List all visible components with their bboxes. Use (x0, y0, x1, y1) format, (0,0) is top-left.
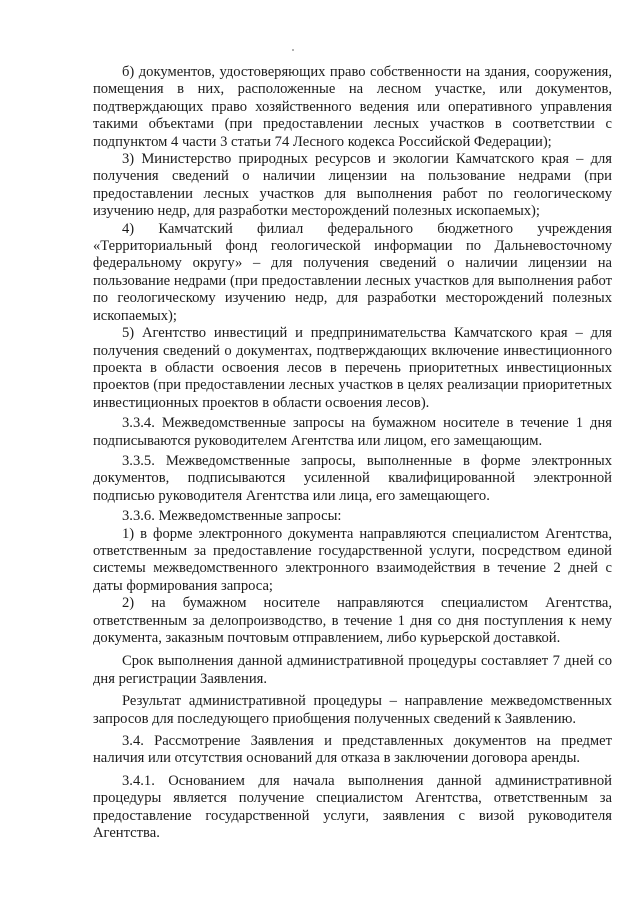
paragraph-3-3-5: 3.3.5. Межведомственные запросы, выполненные в форме электронных документов, подписываются усиленной квалифицированной электронной подписью руководителя Агентства или лица, его замещающего. (93, 452, 612, 504)
paragraph-deadline: Срок выполнения данной административной процедуры составляет 7 дней со дня регистрации Заявления. (93, 653, 612, 687)
paragraph-3-3-4: 3.3.4. Межведомственные запросы на бумажном носителе в течение 1 дня подписываются руководителем Агентства или лицом, его замещающим. (93, 415, 612, 449)
document-page (93, 64, 612, 842)
paragraph-3-3-6: 3.3.6. Межведомственные запросы: (122, 508, 342, 525)
scan-speck (292, 49, 294, 51)
paragraph-item-b: б) документов, удостоверяющих право собственности на здания, сооружения, помещения в них, расположенные на лесном участке, или документов, подтверждающих право хозяйственного ведения или оперативного управления такими объектами (при предоставлении лесных участков в соответствии с подпунктом 4 части 3 статьи 74 Лесного кодекса Российской Федерации); (93, 64, 612, 150)
paragraph-3-4: 3.4. Рассмотрение Заявления и представленных документов на предмет наличия или отсутствия оснований для отказа в заключении договора аренды. (93, 733, 612, 767)
paragraph-item-5-agency: 5) Агентство инвестиций и предпринимательства Камчатского края – для получения сведений о документах, подтверждающих включение инвестиционного проекта в области освоения лесов в перечень приоритетных инвестиционных проектов (при предоставлении лесных участков в целях реализации приоритетных инвестиционных проектов в области освоения лесов). (93, 325, 612, 411)
paragraph-result: Результат административной процедуры – направление межведомственных запросов для последующего приобщения полученных сведений к Заявлению. (93, 693, 612, 727)
paragraph-3-4-1: 3.4.1. Основанием для начала выполнения данной административной процедуры является получение специалистом Агентства, ответственным за предоставление государственной услуги, заявления с визой руководителя Агентства. (93, 772, 612, 842)
paragraph-item-3-ministry: 3) Министерство природных ресурсов и экологии Камчатского края – для получения сведений о наличии лицензии на пользование недрами (при предоставлении лесных участков для выполнения работ по геологическому изучению недр, для разработки месторождений полезных ископаемых); (93, 151, 612, 220)
paragraph-3-3-6-item-1: 1) в форме электронного документа направляются специалистом Агентства, ответственным за предоставление государственной услуги, посредством единой системы межведомственного электронного взаимодействия в течение 2 дней с даты формирования запроса; (93, 525, 612, 594)
paragraph-item-4-geofund: 4) Камчатский филиал федерального бюджетного учреждения «Территориальный фонд геологической информации по Дальневосточному федеральному округу» – для получения сведений о наличии лицензии на пользование недрами (при предоставлении лесных участков для выполнения работ по геологическому изучению недр, для разработки месторождений полезных ископаемых); (93, 220, 612, 324)
paragraph-3-3-6-item-2: 2) на бумажном носителе направляются специалистом Агентства, ответственным за делопроизводство, в течение 1 дня со дня поступления к нему документа, заказным почтовым отправлением, либо курьерской доставкой. (93, 595, 612, 646)
